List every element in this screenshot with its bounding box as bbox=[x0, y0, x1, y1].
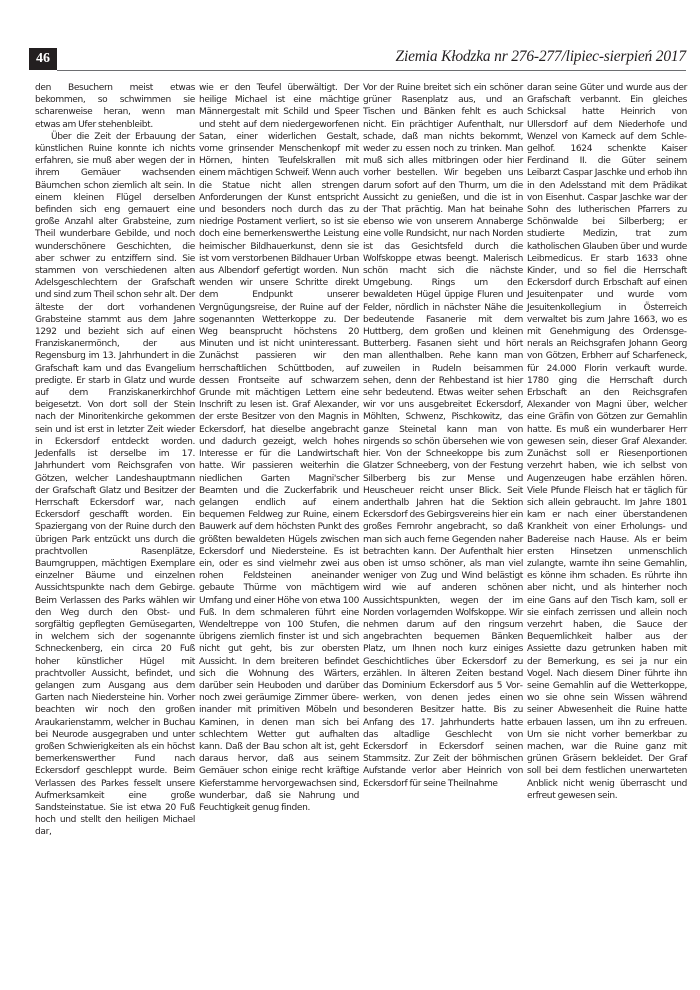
paragraph: Vor der Ruine breitet sich ein schöner grüner Rasenplatz aus, und an Tischen und Bänken fehlt es auch nicht. Ein prächtiger Aufenthalt, nur schade, daß man nichts bekommt, weder zu essen noch zu trinken. Man muß sich alles mitbringen oder hier vorher bestellen. Wir begeben uns darum sofort auf den Thurm, um die Aussicht zu genießen, und die ist in der That prächtig. Man hat beinahe ebenso wie von unserem Annaberge eine volle Rundsicht, nur nach Norden ist das Gesichtsfeld durch die Wolfskoppe etwas beengt. Malerisch schön macht sich die nächste Umgebung. Rings um den bewaldeten Hügel üppige Fluren und Felder, nördlich in nächster Nähe die bedeutende Fasanerie mit dem Huttberg, dem großen und kleinen Butterberg. Fasanen sieht und hört man allenthalben. Rehe kann man zuweilen in Rudeln beisammen sehen, denn der Rehbestand ist hier sehr bedeutend. Etwas weiter sehen wir vor uns ausgebreitet Eckersdorf, Möhlten, Schwenz, Pischkowitz, das ganze Steinetal kann man von nirgends so schön übersehen wie von hier. Von der Schneekoppe bis zum Glatzer Schneeberg, von der Festung Silberberg bis zur Mense und Heuscheuer reicht unser Blick. Seit anderthalb Jahren hat die Sektion Eckersdorf des Gebirgsvereins hier ein großes Fernrohr angebracht, so daß man sich auch ferne Gegenden naher betrachten kann. Der Aufenthalt hier oben ist umso schöner, als man viel weniger von Zug und Wind belästigt wird wie auf anderen schönen Aussichtspunkten, wegen der im Norden vorlagernden Wolfskoppe. Wir nehmen darum auf den ringsum angebrachten bequemen Bänken Platz, um Ihnen noch kurz einiges Geschichtliches über Eckersdorf zu erzählen. In älteren Zeiten bestand das Dominium Eckersdorf aus 5 Vorwerken, von denen jedes einen besonderen Besitzer hatte. Bis zu Anfang des 17. Jahrhunderts hatte das altadlige Geschlecht von Eckersdorf in Eckersdorf seinen Stammsitz. Zur Zeit der böhmischen Aufstande verlor aber Heinrich von Eckersdorf für seine Theilnahme bbox=[363, 83, 523, 789]
page-number: 46 bbox=[29, 48, 57, 70]
header-rule bbox=[57, 70, 686, 71]
article-body bbox=[35, 82, 687, 839]
paragraph: Über die Zeit der Erbauung der künstlichen Ruine konnte ich nichts erfahren, sie muß aber wegen der in ihrem Gemäuer wachsenden Bäumchen schon ziemlich alt sein. In einem kleinen Flügel derselben befinden sich eng gemauert eine große Anzahl alter Grabsteine, zum Theil wunderbare Gebilde, und noch wunderschönere Geschichten, die aber schwer zu entziffern sind. Sie stammen von verschiedenen alten Adelsgeschlechtern der Grafschaft und sind zum Theil schon sehr alt. Der älteste der dort vorhandenen Grabsteine stammt aus dem Jahre 1292 und bezieht sich auf einen Franziskanermönch, der aus Regensburg im 13. Jahrhundert in die Grafschaft kam und das Evangelium predigte. Er starb in Glatz und wurde auf dem Franziskanerkirchhof beigesetzt. Von dort soll der Stein nach der Minoritenkirche gekommen sein und ist erst in letzter Zeit wieder in Eckersdorf entdeckt worden. Jedenfalls ist derselbe im 17. Jahrhundert vom Reichsgrafen von Götzen, welcher Landeshauptmann der Grafschaft Glatz und Besitzer der Herrschaft Eckersdorf war, nach Eckersdorf geschafft worden. Ein Spaziergang von der Ruine durch den übrigen Park entzückt uns durch die prachtvollen Rasenplätze, Baumgruppen, mächtigen Exemplare einzelner Bäume und einzelnen Aussichtspunkte nach dem Gebirge. Beim Verlassen des Parks wählen wir den Weg durch den Obst- und sorgfältig gepflegten Gemüsegarten, in welchem sich der sogenannte Schneckenberg, ein circa 20 Fuß hoher künstlicher Hügel mit prachtvoller Aussicht, befindet, und gelangen zum Ausgang aus dem Garten nach Niedersteine hin. Vorher beachten wir noch den großen Araukarienstamm, welcher in Buchau bei Neurode ausgegraben und unter großen Schwierigkeiten als ein höchst bemerkenswerther Fund nach Eckersdorf geschleppt wurde. Beim Verlassen des Parkes fesselt unsere Aufmerksamkeit eine große Sandsteinstatue. Sie ist etwa 20 Fuß hoch und stellt den heiligen Michael dar, bbox=[35, 131, 195, 838]
paragraph: daran seine Güter und wurde aus der Grafschaft verbannt. Ein gleiches Schicksal hatte Heinrich von Ullersdorf auf dem Niederhofe und Wenzel von Kameck auf dem Schlegelhof. 1624 schenkte Kaiser Ferdinand II. die Güter seinem Leibarzt Caspar Jaschke und erhob ihn in den Adelsstand mit dem Prädikat von Eisenhut. Caspar Jaschke war der Sohn des lutherischen Pfarrers zu Schönwalde bei Silberberg; er studierte Medizin, trat zum katholischen Glauben über und wurde Leibmedicus. Er starb 1633 ohne Kinder, und so fiel die Herrschaft Eckersdorf durch Erbschaft auf einen Jesuitenpater und wurde vom Jesuitenkollegium in Österreich verwaltet bis zum Jahre 1663, wo es mit Genehmigung des Ordensgenerals an Reichsgrafen Johann Georg von Götzen, Erbherr auf Scharfeneck, für 24.000 Florin verkauft wurde. 1780 ging die Herrschaft durch Erbschaft an den Reichsgrafen Alexander von Magni über, welcher eine Gräfin von Götzen zur Gemahlin hatte. Es muß ein wunderbarer Herr gewesen sein, dieser Graf Alexander. Zunächst soll er Riesenportionen verzehrt haben, wie ich selbst von Augenzeugen habe erzählen hören. Viele Pfunde Fleisch hat er täglich für sich allein gebraucht. Im Jahre 1801 kam er nach einer überstandenen Krankheit von einer Erholungs- und Badereise nach Hause. Als er beim ersten Hinsetzen unmenschlich zulangte, warnte ihn seine Gemahlin, es könne ihm schaden. Es rührte ihn aber nicht, und als hinterher noch eine Gans auf den Tisch kam, soll er sie einfach zerrissen und allein noch verzehrt haben, die Sauce der Bequemlichkeit halber aus der Assiette dazu getrunken haben mit der Bemerkung, es sei ja nur ein Vogel. Nach diesem Diner führte ihn seine Gemahlin auf die Wetterkoppe, wo sie ohne sein Wissen während seiner Abwesenheit die Ruine hatte erbauen lassen, um ihn zu erfreuen. Um sie nicht vorher bemerkbar zu machen, war die Ruine ganz mit grünen Gräsern bekleidet. Der Graf soll bei dem festlichen unerwarteten Anblick nicht wenig überrascht und erfreut gewesen sein. bbox=[527, 83, 687, 801]
text-column-3 bbox=[363, 82, 523, 839]
paragraph: den Besuchern meist etwas bekommen, so schwimmen sie scharenweise heran, wenn man etwas am Ufer stehenbleibt. bbox=[35, 83, 195, 130]
running-head: Ziemia Kłodzka nr 276-277/lipiec-sierpień 2017 bbox=[395, 48, 686, 65]
text-column-4 bbox=[527, 82, 687, 839]
paragraph: wie er den Teufel überwältigt. Der heilige Michael ist eine mächtige Männergestalt mit Schild und Speer und steht auf dem niedergeworfenen Satan, einer widerlichen Gestalt, vorne grinsender Menschenkopf mit Hörnen, hinten Teufelskrallen mit einem mächtigen Schweif. Wenn auch die Statue nicht allen strengen Anforderungen der Kunst entspricht und besonders noch durch das zu niedrige Postament verliert, so ist sie doch eine bemerkenswerthe Leistung heimischer Bildhauerkunst, denn sie ist vom verstorbenen Bildhauer Urban aus Albendorf gefertigt worden. Nun wenden wir unsere Schritte direkt dem Endpunkt unserer Vergnügungsreise, der Ruine auf der sogenannten Wetterkoppe zu. Der Weg beansprucht höchstens 20 Minuten und ist nicht uninteressant. Zunächst passieren wir den herrschaftlichen Schüttboden, auf dessen Frontseite auf schwarzem Grunde mit mächtigen Lettern eine Inschrift zu lesen ist. Graf Alexander, der erste Besitzer von den Magnis in Eckersdorf, hat dieselbe angebracht und dadurch gezeigt, welch hohes Interesse er für die Landwirtschaft hatte. Wir passieren weiterhin die niedlichen Garten Magni'scher Beamten und die Zuckerfabrik und gelangen endlich auf einem bequemen Feldweg zur Ruine, einem Bauwerk auf dem höchsten Punkt des größten bewaldeten Hügels zwischen Eckersdorf und Niedersteine. Es ist ein, oder es sind vielmehr zwei aus rohen Feldsteinen aneinander gebaute Thürme von mächtigem Umfang und einer Höhe von etwa 100 Fuß. In dem schmaleren führt eine Wendeltreppe von 100 Stufen, die übrigens ziemlich finster ist und sich nicht gut geht, bis zur obersten Aussicht. In dem breiteren befindet sich die Wohnung des Wärters, darüber sein Heuboden und darüber noch zwei geräumige Zimmer übereinander mit primitiven Möbeln und Kaminen, in denen man sich bei schlechtem Wetter gut aufhalten kann. Daß der Bau schon alt ist, geht daraus hervor, daß aus seinem Gemäuer schon einige recht kräftige Kieferstamme hervorgewachsen sind, wunderbar, daß sie Nahrung und Feuchtigkeit genug finden. bbox=[199, 83, 359, 813]
text-column-2 bbox=[199, 82, 359, 839]
text-column-1 bbox=[35, 82, 195, 839]
